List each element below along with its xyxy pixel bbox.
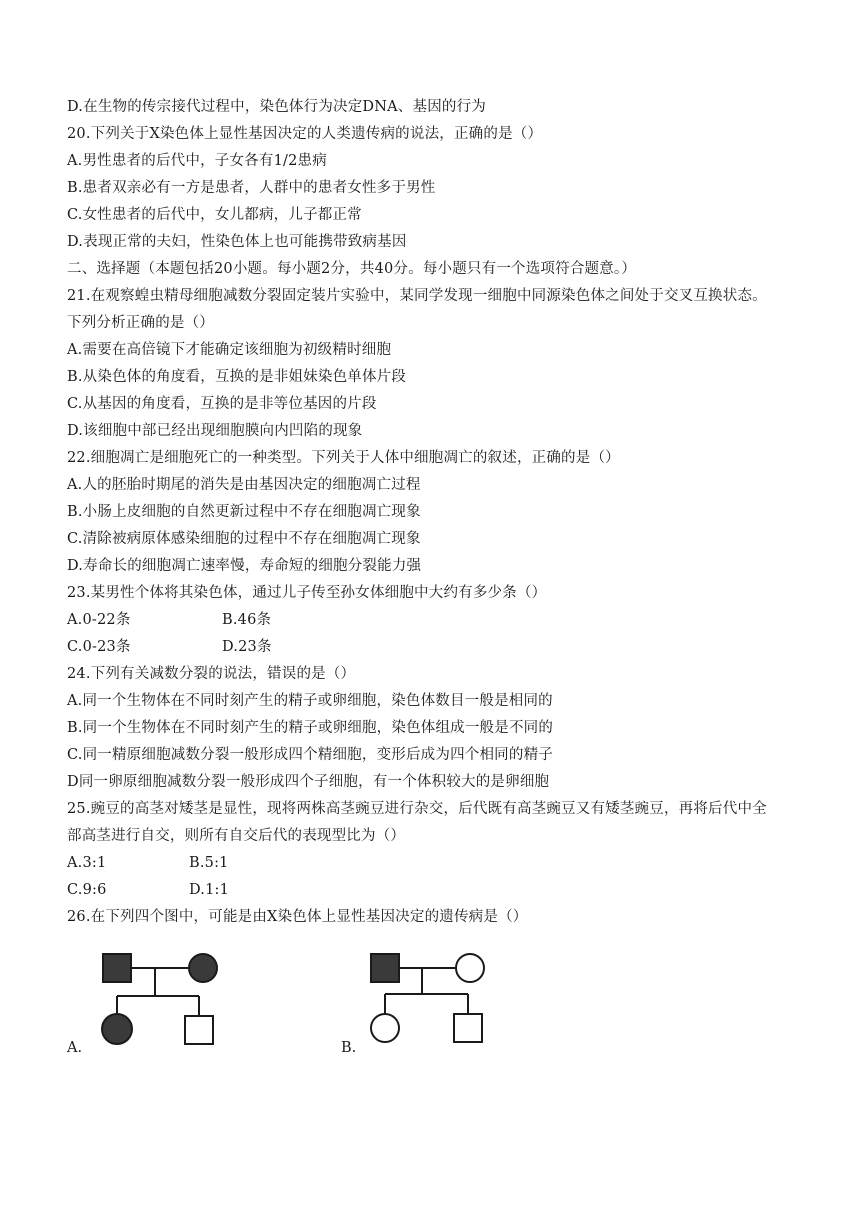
pedigree-a-daughter-affected: [102, 1014, 132, 1044]
q20-option-c: C.女性患者的后代中，女儿都病，儿子都正常: [67, 207, 362, 223]
q23-option-c: C.0-23条: [67, 639, 131, 655]
pedigree-b-label: B.: [341, 1040, 357, 1056]
pedigree-b-daughter-normal: [371, 1014, 399, 1042]
q25-stem-line1: 25.豌豆的高茎对矮茎是显性，现将两株高茎豌豆进行杂交，后代既有高茎豌豆又有矮茎豌豆，再将后代中全: [67, 801, 767, 817]
q25-option-b: B.5:1: [189, 855, 229, 871]
q21-stem-line1: 21.在观察蝗虫精母细胞减数分裂固定装片实验中，某同学发现一细胞中同源染色体之间处于交叉互换状态。: [67, 288, 767, 304]
q21-option-c: C.从基因的角度看，互换的是非等位基因的片段: [67, 396, 377, 412]
q23-option-a: A.0-22条: [67, 612, 131, 628]
q23-option-d: D.23条: [222, 639, 272, 655]
pedigree-a-son-normal: [185, 1016, 213, 1044]
q20-option-a: A.男性患者的后代中，子女各有1/2患病: [67, 153, 327, 169]
q22-option-c: C.清除被病原体感染细胞的过程中不存在细胞凋亡现象: [67, 531, 421, 547]
q21-option-d: D.该细胞中部已经出现细胞膜向内凹陷的现象: [67, 423, 363, 439]
q22-option-b: B.小肠上皮细胞的自然更新过程中不存在细胞凋亡现象: [67, 504, 421, 520]
q26-stem: 26.在下列四个图中，可能是由X染色体上显性基因决定的遗传病是（）: [67, 909, 528, 925]
q24-option-b: B.同一个生物体在不同时刻产生的精子或卵细胞，染色体组成一般是不同的: [67, 720, 554, 736]
q22-option-d: D.寿命长的细胞凋亡速率慢，寿命短的细胞分裂能力强: [67, 558, 422, 574]
q21-option-a: A.需要在高倍镜下才能确定该细胞为初级精时细胞: [67, 342, 392, 358]
q23-option-b: B.46条: [222, 612, 272, 628]
pedigree-a-mother-affected: [189, 954, 217, 982]
q20-stem: 20.下列关于X染色体上显性基因决定的人类遗传病的说法，正确的是（）: [67, 126, 543, 142]
pedigree-b-mother-normal: [456, 954, 484, 982]
q20-option-b: B.患者双亲必有一方是患者，人群中的患者女性多于男性: [67, 180, 436, 196]
pedigree-a-father-affected: [103, 954, 131, 982]
q21-option-b: B.从染色体的角度看，互换的是非姐妹染色单体片段: [67, 369, 407, 385]
q21-stem-line2: 下列分析正确的是（）: [67, 315, 214, 331]
q22-option-a: A.人的胚胎时期尾的消失是由基因决定的细胞凋亡过程: [67, 477, 421, 493]
q24-option-c: C.同一精原细胞减数分裂一般形成四个精细胞，变形后成为四个相同的精子: [67, 747, 553, 763]
q25-option-c: C.9:6: [67, 882, 107, 898]
q22-stem: 22.细胞凋亡是细胞死亡的一种类型。下列关于人体中细胞凋亡的叙述，正确的是（）: [67, 450, 620, 466]
q25-option-a: A.3:1: [67, 855, 107, 871]
pedigree-a-label: A.: [67, 1040, 83, 1056]
q25-options-row1: [67, 853, 807, 873]
q23-stem: 23.某男性个体将其染色体，通过儿子传至孙女体细胞中大约有多少条（）: [67, 585, 547, 601]
q25-option-d: D.1:1: [189, 882, 230, 898]
section-2-heading: 二、选择题（本题包括20小题。每小题2分，共40分。每小题只有一个选项符合题意。）: [67, 261, 637, 277]
q24-stem: 24.下列有关减数分裂的说法，错误的是（）: [67, 666, 356, 682]
pedigree-b: [364, 944, 499, 1056]
q23-options-row2: [67, 637, 807, 657]
q20-option-d: D.表现正常的夫妇，性染色体上也可能携带致病基因: [67, 234, 407, 250]
q24-option-a: A.同一个生物体在不同时刻产生的精子或卵细胞，染色体数目一般是相同的: [67, 693, 553, 709]
q24-option-d: D同一卵原细胞减数分裂一般形成四个子细胞，有一个体积较大的是卵细胞: [67, 774, 550, 790]
q25-stem-line2: 部高茎进行自交，则所有自交后代的表现型比为（）: [67, 828, 406, 844]
q23-options-row1: [67, 610, 807, 630]
pedigree-b-father-affected: [371, 954, 399, 982]
pedigree-b-son-normal: [454, 1014, 482, 1042]
pedigree-a: [95, 944, 225, 1056]
q19-option-d: D.在生物的传宗接代过程中，染色体行为决定DNA、基因的行为: [67, 99, 486, 115]
q25-options-row2: [67, 880, 807, 900]
